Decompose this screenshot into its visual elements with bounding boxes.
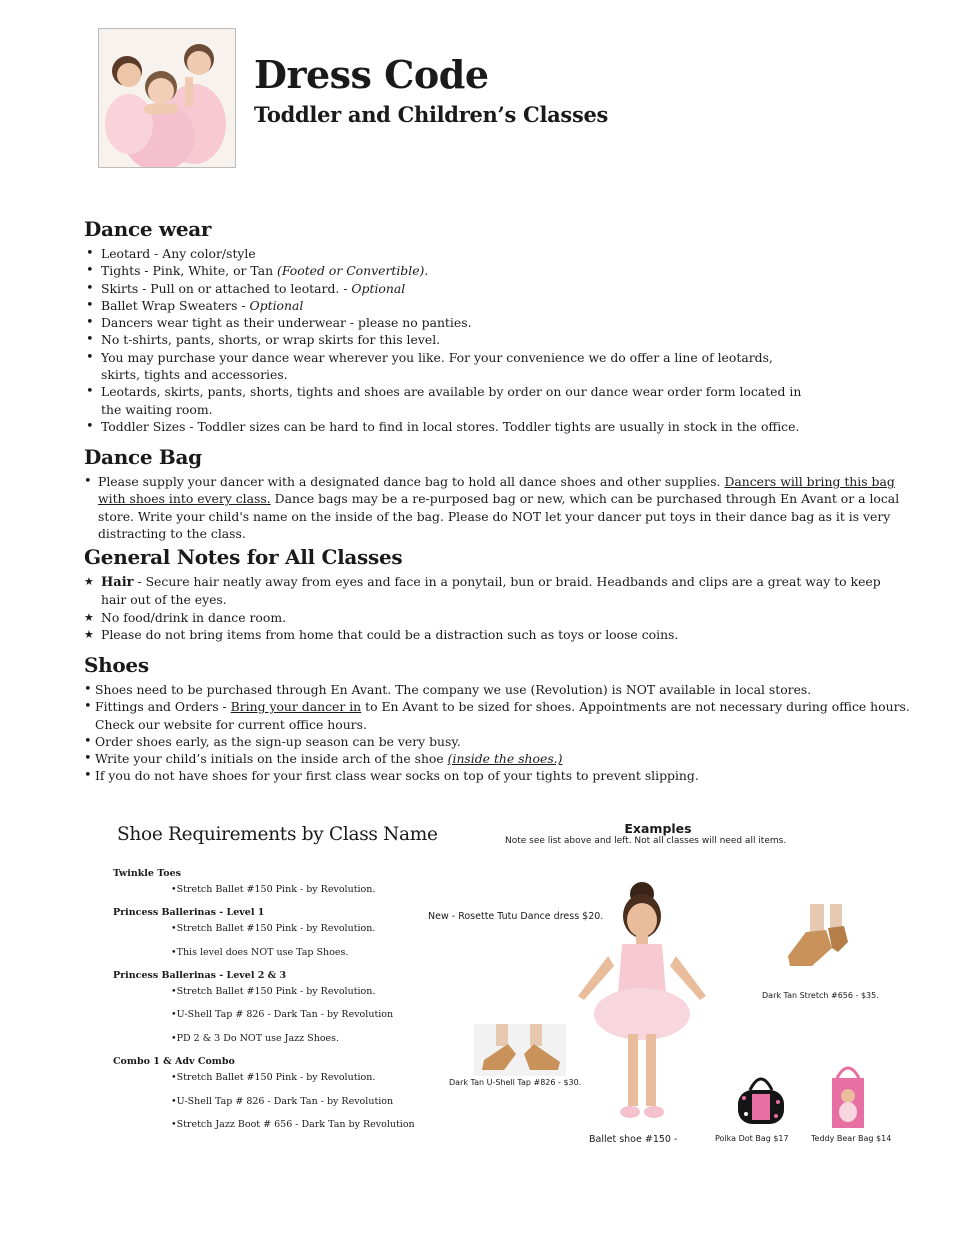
list-item: • Tights - Pink, White, or Tan (Footed or Convertible). [84,262,914,279]
requirement-item: •U-Shell Tap # 826 - Dark Tan - by Revolution [171,1096,394,1107]
list-item: • Order shoes early, as the sign-up season can be very busy. [84,733,914,750]
examples-title: Examples [624,821,692,836]
polka-dot-bag-image [734,1068,788,1130]
list-item: • Leotards, skirts, pants, shorts, tights and shoes are available by order on our dance wear order form located in the waiting room. [84,383,914,418]
tap-shoe-caption: Dark Tan U-Shell Tap #826 - $30. [449,1078,582,1087]
page-subtitle: Toddler and Children’s Classes [254,102,609,127]
shoes-heading: Shoes [84,653,149,677]
jazz-boot-image [782,904,862,984]
list-item: • Toddler Sizes - Toddler sizes can be hard to find in local stores. Toddler tights are usually in stock in the office. [84,418,914,435]
children-ballet-photo [98,28,236,168]
examples-note: Note see list above and left. Not all classes will need all items. [505,836,787,846]
class-name: Combo 1 & Adv Combo [113,1056,235,1067]
dance-wear-heading: Dance wear [84,217,212,241]
jazz-boot-caption: Dark Tan Stretch #656 - $35. [762,991,879,1000]
dance-bag-heading: Dance Bag [84,445,202,469]
requirement-item: •This level does NOT use Tap Shoes. [171,947,349,958]
dance-wear-section [84,217,914,435]
list-item: • Skirts - Pull on or attached to leotard. - Optional [84,280,914,297]
ballet-shoe-caption: Ballet shoe #150 - [589,1134,678,1145]
class-name: Princess Ballerinas - Level 2 & 3 [113,970,287,981]
list-item: • Write your child’s initials on the inside arch of the shoe (inside the shoes.) [84,750,914,767]
list-item: • You may purchase your dance wear wherever you like. For your convenience we do offer a line of leotards, skirts, tights and accessories. [84,349,914,384]
list-item: • Ballet Wrap Sweaters - Optional [84,297,914,314]
list-item: • Fittings and Orders - Bring your dancer in to En Avant to be sized for shoes. Appointments are not necessary during office hours. Check our website for current office hours. [84,698,914,733]
list-item: • Leotard - Any color/style [84,245,914,262]
list-item: • Dancers wear tight as their underwear - please no panties. [84,314,914,331]
tap-shoe-image [474,1024,566,1076]
requirement-item: •Stretch Ballet #150 Pink - by Revolution. [171,884,376,895]
list-item: ★ Please do not bring items from home that could be a distraction such as toys or loose coins. [84,626,909,643]
dance-wear-list [84,245,914,435]
requirement-item: •Stretch Ballet #150 Pink - by Revolution. [171,923,376,934]
tutu-dress-image [568,876,718,1136]
dance-bag-section [84,445,904,542]
requirement-item: •Stretch Ballet #150 Pink - by Revolution. [171,986,376,997]
page-title: Dress Code [254,52,489,97]
dress-caption: New - Rosette Tutu Dance dress $20. [428,911,604,922]
teddy-bear-bag-image [829,1060,867,1132]
children-ballet-illustration [99,29,235,167]
requirement-item: •PD 2 & 3 Do NOT use Jazz Shoes. [171,1033,340,1044]
dance-bag-text: • Please supply your dancer with a designated dance bag to hold all dance shoes and other supplies. Dancers will bring this bag with shoes into every class. Dance bags may be a re-purposed bag or new, which can be purchased through En Avant or a local store. Write your child's name on the inside of the bag. Please do NOT let your dancer put toys in their dance bag as it is very distracting to the class. [84,473,904,542]
polka-dot-bag-caption: Polka Dot Bag $17 [715,1134,789,1143]
list-item: • Shoes need to be purchased through En Avant. The company we use (Revolution) is NOT available in local stores. [84,681,914,698]
list-item: ★ Hair - Secure hair neatly away from eyes and face in a ponytail, bun or braid. Headbands and clips are a great way to keep hair out of the eyes. [84,573,909,609]
shoe-requirements-title: Shoe Requirements by Class Name [117,824,438,845]
requirement-item: •Stretch Ballet #150 Pink - by Revolution. [171,1072,376,1083]
class-name: Princess Ballerinas - Level 1 [113,907,265,918]
class-name: Twinkle Toes [113,868,181,879]
requirement-item: •Stretch Jazz Boot # 656 - Dark Tan by Revolution [171,1119,415,1130]
general-notes-section [84,545,909,643]
list-item: • No t-shirts, pants, shorts, or wrap skirts for this level. [84,331,914,348]
shoes-section [84,653,914,785]
requirement-item: •U-Shell Tap # 826 - Dark Tan - by Revolution [171,1009,394,1020]
list-item: • If you do not have shoes for your first class wear socks on top of your tights to prevent slipping. [84,767,914,784]
teddy-bear-bag-caption: Teddy Bear Bag $14 [811,1134,892,1143]
list-item: ★ No food/drink in dance room. [84,609,909,626]
general-notes-heading: General Notes for All Classes [84,545,403,569]
